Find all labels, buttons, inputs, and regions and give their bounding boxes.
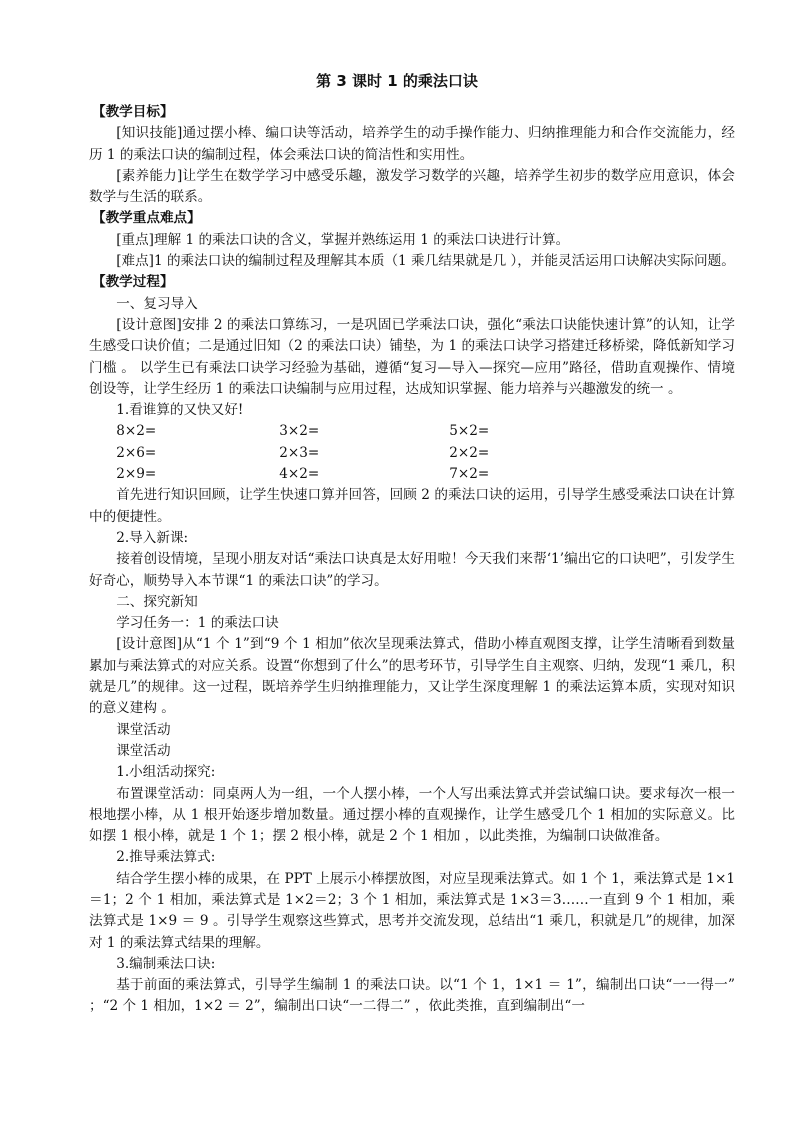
paragraph: [设计意图]从“1 个 1”到“9 个 1 相加”依次呈现乘法算式，借助小棒直观图支撑，让学生清晰看到数量累加与乘法算式的对应关系。设置“你想到了什么”的思考环节，引导学生自主观察、归纳，发现“1 乘几，积就是几”的规律。这一过程，既培养学生归纳推理能力，又让学生深度理解 1 的乘法运算本质，实现对知识的意义建构 。 (89, 636, 735, 717)
calc-item: 7×2= (449, 466, 490, 483)
paragraph: 二、探究新知 (116, 593, 198, 610)
paragraph: 1.小组活动探究: (116, 764, 216, 781)
calc-row (89, 464, 735, 485)
paragraph: 结合学生摆小棒的成果，在 PPT 上展示小棒摆放图，对应呈现乘法算式。如 1 个 1，乘法算式是 1×1＝1；2 个 1 相加，乘法算式是 1×2＝2；3 个 1 相加，乘法算式是 1×3＝3……一直到 9 个 1 相加，乘法算式是 1×9 ＝ 9 。引导学生观察这些算式，思考并交流发现，总结出“1 乘几，积就是几”的规律，加深对 1 的乘法算式结果的理解。 (89, 870, 735, 951)
paragraph: [重点]理解 1 的乘法口诀的含义，掌握并熟练运用 1 的乘法口诀进行计算。 (116, 231, 570, 248)
calc-item: 3×2= (279, 423, 320, 440)
paragraph: 学习任务一：1 的乘法口诀 (116, 615, 279, 632)
paragraph: [素养能力]让学生在数学学习中感受乐趣，激发学习数学的兴趣，培养学生初步的数学应用意识，体会数学与生活的联系。 (89, 167, 735, 206)
paragraph: 3.编制乘法口诀: (116, 955, 216, 972)
calc-row (89, 443, 735, 464)
paragraph: 课堂活动 (116, 721, 171, 738)
calc-item: 2×2= (449, 444, 490, 461)
paragraph: [知识技能]通过摆小棒、编口诀等活动，培养学生的动手操作能力、归纳推理能力和合作交流能力，经历 1 的乘法口诀的编制过程，体会乘法口诀的简洁性和实用性。 (89, 125, 735, 163)
calc-item: 8×2= (116, 423, 157, 440)
calc-item: 2×9= (116, 466, 157, 483)
paragraph: 基于前面的乘法算式，引导学生编制 1 的乘法口诀。以“1 个 1，1×1 ＝ 1”，编制出口诀“一一得一” ；“2 个 1 相加，1×2 ＝ 2”，编制出口诀“一二得二” ，依此类推，直到编制出“一 (89, 977, 735, 1015)
page-title: 第 3 课时 1 的乘法口诀 (316, 72, 478, 90)
paragraph: 接着创设情境，呈现小朋友对话“乘法口诀真是太好用啦！今天我们来帮‘1’编出它的口诀吧”，引发学生好奇心，顺势导入本节课“1 的乘法口诀”的学习。 (89, 551, 735, 589)
section-heading: 【教学过程】 (92, 274, 174, 291)
paragraph: 2.推导乘法算式: (116, 849, 216, 866)
section-objectives-and-review (89, 102, 735, 421)
calc-item: 2×6= (116, 444, 157, 461)
paragraph: [难点]1 的乘法口诀的编制过程及理解其本质（1 乘几结果就是几 ），并能灵活运用口诀解决实际问题。 (116, 253, 735, 270)
paragraph: 1.看谁算的又快又好! (116, 402, 244, 419)
paragraph: 首先进行知识回顾，让学生快速口算并回答，回顾 2 的乘法口诀的运用，引导学生感受乘法口诀在计算中的便捷性。 (89, 487, 735, 525)
paragraph: 课堂活动 (116, 742, 171, 759)
paragraph: 一、复习导入 (116, 295, 198, 312)
calc-item: 5×2= (449, 423, 490, 440)
section-heading: 【教学目标】 (92, 104, 174, 120)
section-exploration (89, 485, 735, 1017)
document-body (89, 102, 735, 1018)
calc-item: 2×3= (279, 444, 320, 461)
calc-item: 4×2= (279, 466, 320, 483)
calc-table (89, 421, 735, 485)
paragraph: [设计意图]安排 2 的乘法口算练习，一是巩固已学乘法口诀，强化“乘法口诀能快速计算”的认知，让学生感受口诀价值；二是通过旧知（2 的乘法口诀）铺垫，为 1 的乘法口诀学习搭建迁移桥梁，降低新知学习门槛 。 以学生已有乘法口诀学习经验为基础，遵循“复习—导入—探究—应用”路径，借助直观操作、情境创设等，让学生经历 1 的乘法口诀编制与应用过程，达成知识掌握、能力培养与兴趣激发的统一 。 (89, 316, 735, 397)
calc-row (89, 421, 735, 442)
paragraph: 2.导入新课: (116, 529, 189, 546)
section-heading: 【教学重点难点】 (92, 210, 201, 227)
paragraph: 布置课堂活动：同桌两人为一组，一个人摆小棒，一个人写出乘法算式并尝试编口诀。要求每次一根一根地摆小棒，从 1 根开始逐步增加数量。通过摆小棒的直观操作，让学生感受几个 1 相加的实际意义。比如摆 1 根小棒，就是 1 个 1；摆 2 根小棒，就是 2 个 1 相加 ，以此类推，为编制口诀做准备。 (89, 785, 735, 845)
